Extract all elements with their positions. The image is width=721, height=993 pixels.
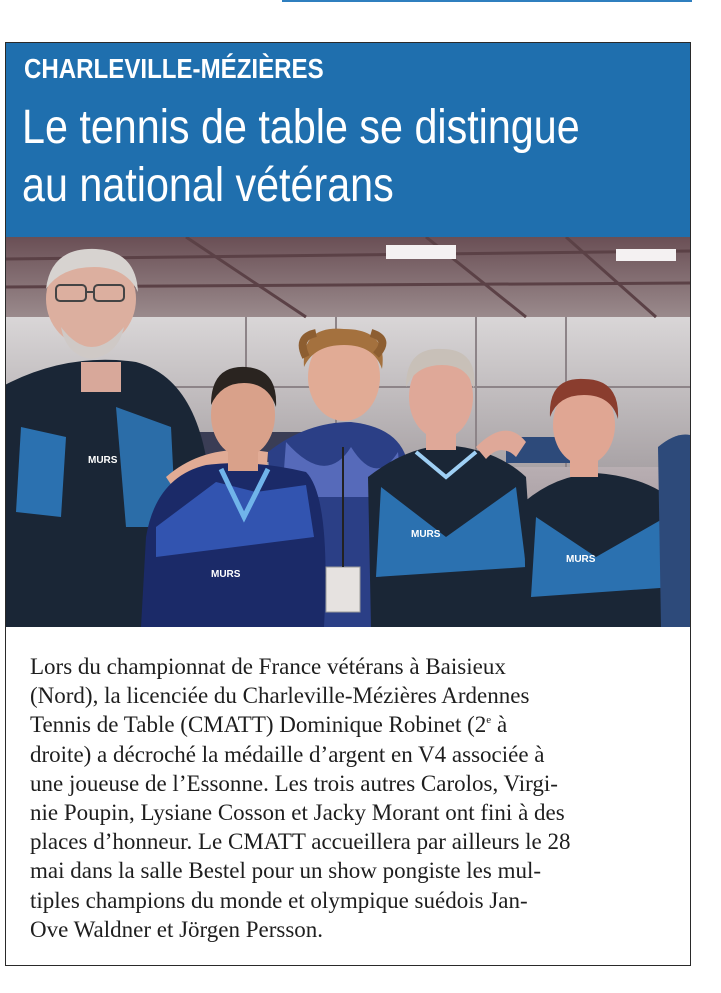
headline-line-2: au national vétérans: [22, 159, 394, 212]
shirt-sponsor-text: MURS: [411, 529, 441, 540]
kicker-location: CHARLEVILLE-MÉZIÈRES: [24, 53, 324, 84]
caption-line: Ove Waldner et Jörgen Persson.: [30, 916, 324, 942]
caption-line: places d’honneur. Le CMATT accueillera par ailleurs le 28: [30, 829, 571, 855]
partial-figure: [658, 435, 690, 628]
ceiling-light: [386, 245, 456, 259]
shirt-sponsor-text: MURS: [566, 554, 596, 565]
caption-text: à: [491, 712, 508, 738]
caption-line: [30, 710, 672, 739]
headline-line-1: Le tennis de table se distingue: [22, 101, 580, 154]
photo-caption: [30, 652, 672, 944]
caption-line: (Nord), la licenciée du Charleville-Mézières Ardennes: [30, 683, 530, 709]
caption-line: tiples champions du monde et olympique suédois Jan-: [30, 887, 528, 913]
caption-line: Lors du championnat de France vétérans à Baisieux: [30, 654, 506, 679]
shirt-sponsor-text: MURS: [88, 455, 118, 466]
ceiling-light: [616, 249, 676, 261]
caption-line: nie Poupin, Lysiane Cosson et Jacky Morant ont fini à des: [30, 800, 565, 826]
team-photo-illustration: [6, 237, 690, 627]
article-box: [5, 42, 691, 966]
caption-line: mai dans la salle Bestel pour un show pongiste les mul-: [30, 858, 542, 884]
shirt-sponsor-text: MURS: [211, 569, 241, 580]
article-header: [6, 43, 690, 237]
caption-line: une joueuse de l’Essonne. Les trois autres Carolos, Virgi-: [30, 770, 558, 796]
top-rule: [282, 0, 692, 2]
team-photo: [6, 237, 690, 627]
headline: [22, 99, 580, 215]
lanyard-badge: [326, 567, 360, 612]
caption-line: droite) a décroché la médaille d’argent en V4 associée à: [30, 741, 545, 767]
ordinal-superscript: e: [486, 714, 492, 727]
caption-text: Tennis de Table (CMATT) Dominique Robinet (2: [30, 712, 487, 738]
